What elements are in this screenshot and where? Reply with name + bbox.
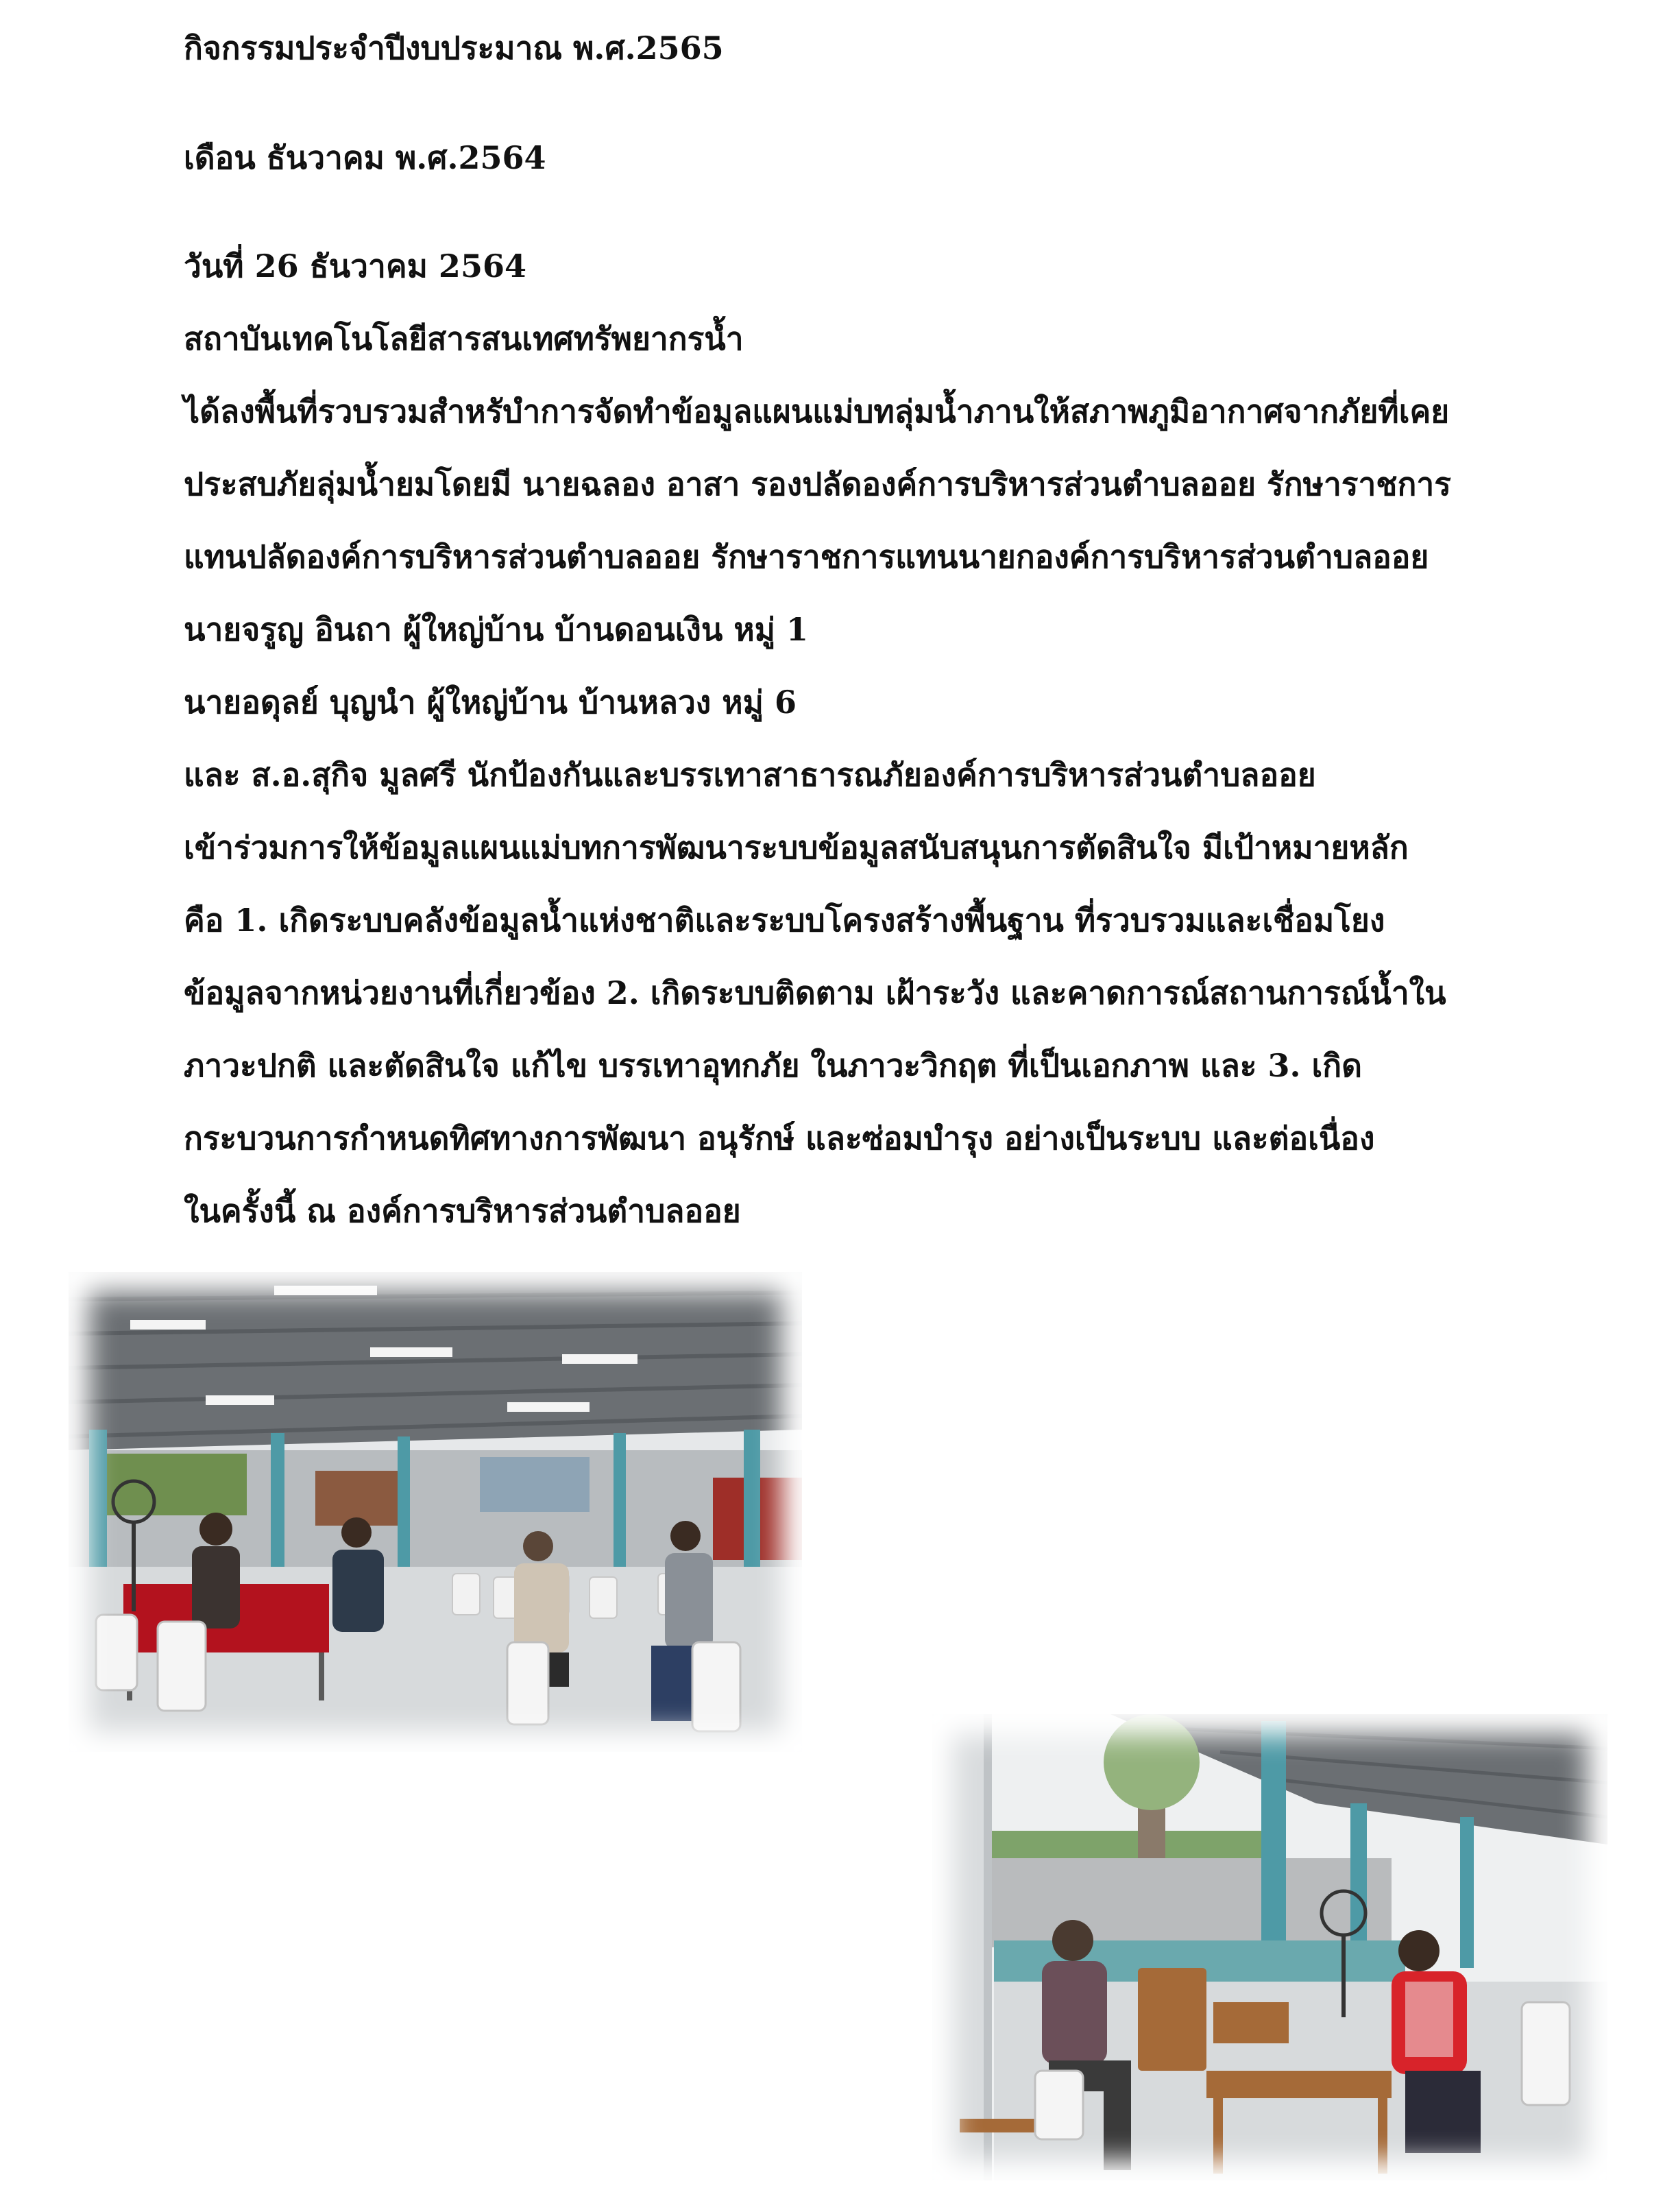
- document-organization: สถาบันเทคโนโลยีสารสนเทศทรัพยากรน้ำ: [184, 320, 744, 357]
- body-line: นายอดุลย์ บุญนำ ผู้ใหญ่บ้าน บ้านหลวง หมู่ 6: [184, 684, 797, 721]
- document-date: วันที่ 26 ธันวาคม 2564: [184, 248, 526, 285]
- body-line: ภาวะปกติ และตัดสินใจ แก้ไข บรรเทาอุทกภัย ในภาวะวิกฤต ที่เป็นเอกภาพ และ 3. เกิด: [184, 1047, 1362, 1084]
- body-line: แทนปลัดองค์การบริหารส่วนตำบลออย รักษาราชการแทนนายกองค์การบริหารส่วนตำบลออย: [184, 538, 1429, 575]
- body-line: ประสบภัยลุ่มน้ำยมโดยมี นายฉลอง อาสา รองปลัดองค์การบริหารส่วนตำบลออย รักษาราชการ: [184, 466, 1451, 503]
- body-line: นายจรูญ อินถา ผู้ใหญ่บ้าน บ้านดอนเงิน หมู่ 1: [184, 611, 809, 648]
- meeting-photo-1: [69, 1272, 802, 1752]
- document-heading: กิจกรรมประจำปีงบประมาณ พ.ศ.2565: [184, 29, 724, 67]
- body-line: เข้าร่วมการให้ข้อมูลแผนแม่บทการพัฒนาระบบข้อมูลสนับสนุนการตัดสินใจ มีเป้าหมายหลัก: [184, 829, 1409, 866]
- body-line: และ ส.อ.สุกิจ มูลศรี นักป้องกันและบรรเทาสาธารณภัยองค์การบริหารส่วนตำบลออย: [184, 756, 1316, 793]
- document-month: เดือน ธันวาคม พ.ศ.2564: [184, 139, 546, 176]
- meeting-photo-2: [932, 1714, 1607, 2180]
- body-line: ได้ลงพื้นที่รวบรวมสำหรับำการจัดทำข้อมูลแผนแม่บทลุ่มน้ำภานให้สภาพภูมิอากาศจากภัยที่เคย: [184, 393, 1450, 430]
- body-line: กระบวนการกำหนดทิศทางการพัฒนา อนุรักษ์ และซ่อมบำรุง อย่างเป็นระบบ และต่อเนื่อง: [184, 1120, 1375, 1157]
- body-line: คือ 1. เกิดระบบคลังข้อมูลน้ำแห่งชาติและระบบโครงสร้างพื้นฐาน ที่รวบรวมและเชื่อมโยง: [184, 902, 1385, 939]
- body-line: ในครั้งนี้ ณ องค์การบริหารส่วนตำบลออย: [184, 1192, 741, 1229]
- body-line: ข้อมูลจากหน่วยงานที่เกี่ยวข้อง 2. เกิดระบบติดตาม เฝ้าระวัง และคาดการณ์สถานการณ์น้ำใน: [184, 974, 1446, 1011]
